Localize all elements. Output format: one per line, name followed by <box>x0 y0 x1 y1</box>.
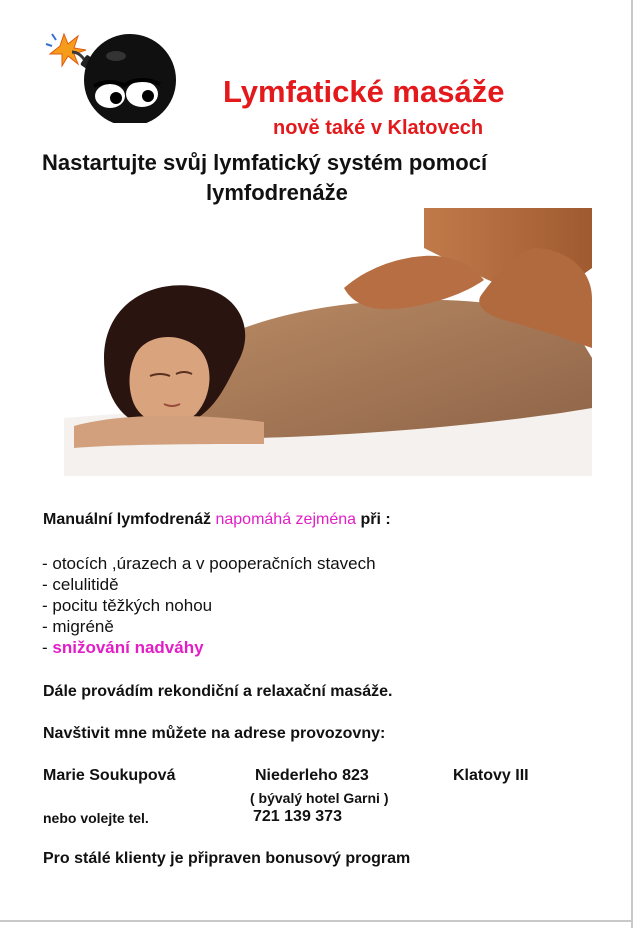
headline-line-2: lymfodrenáže <box>206 180 348 205</box>
contact-name: Marie Soukupová <box>43 767 176 784</box>
list-item: - otocích ,úrazech a v pooperačních stavech <box>42 554 376 573</box>
intro-highlight: napomáhá zejména <box>215 511 357 528</box>
visit-info: Navštivit mne můžete na adrese provozovny: <box>43 725 386 742</box>
call-label: nebo volejte tel. <box>43 810 149 826</box>
conditions-list <box>42 553 376 658</box>
bonus-program: Pro stálé klienty je připraven bonusový program <box>43 850 411 867</box>
list-item: - migréně <box>42 617 114 636</box>
page-border-bottom <box>0 920 633 922</box>
former-hotel: ( bývalý hotel Garni ) <box>250 790 389 806</box>
page-subtitle: nově také v Klatovech <box>273 117 484 139</box>
headline-line-1: Nastartujte svůj lymfatický systém pomocí <box>42 150 488 175</box>
intro-prefix: Manuální lymfodrenáž <box>43 511 212 528</box>
list-item-highlight <box>42 637 376 658</box>
list-dash: - <box>42 638 53 657</box>
contact-street: Niederleho 823 <box>255 767 369 784</box>
list-item-highlight-text: snižování nadváhy <box>52 638 204 657</box>
page-title: Lymfatické masáže <box>223 74 505 109</box>
intro-line <box>43 511 391 529</box>
list-item: - pocitu těžkých nohou <box>42 596 213 615</box>
phone-number: 721 139 373 <box>253 808 342 825</box>
page-border-right <box>631 0 633 928</box>
massage-photo <box>64 208 592 476</box>
intro-suffix: při : <box>360 511 391 528</box>
other-services: Dále provádím rekondiční a relaxační masáže. <box>43 683 393 700</box>
list-item: - celulitidě <box>42 575 119 594</box>
contact-city: Klatovy III <box>453 767 529 784</box>
cartoon-bomb-icon <box>38 8 188 123</box>
